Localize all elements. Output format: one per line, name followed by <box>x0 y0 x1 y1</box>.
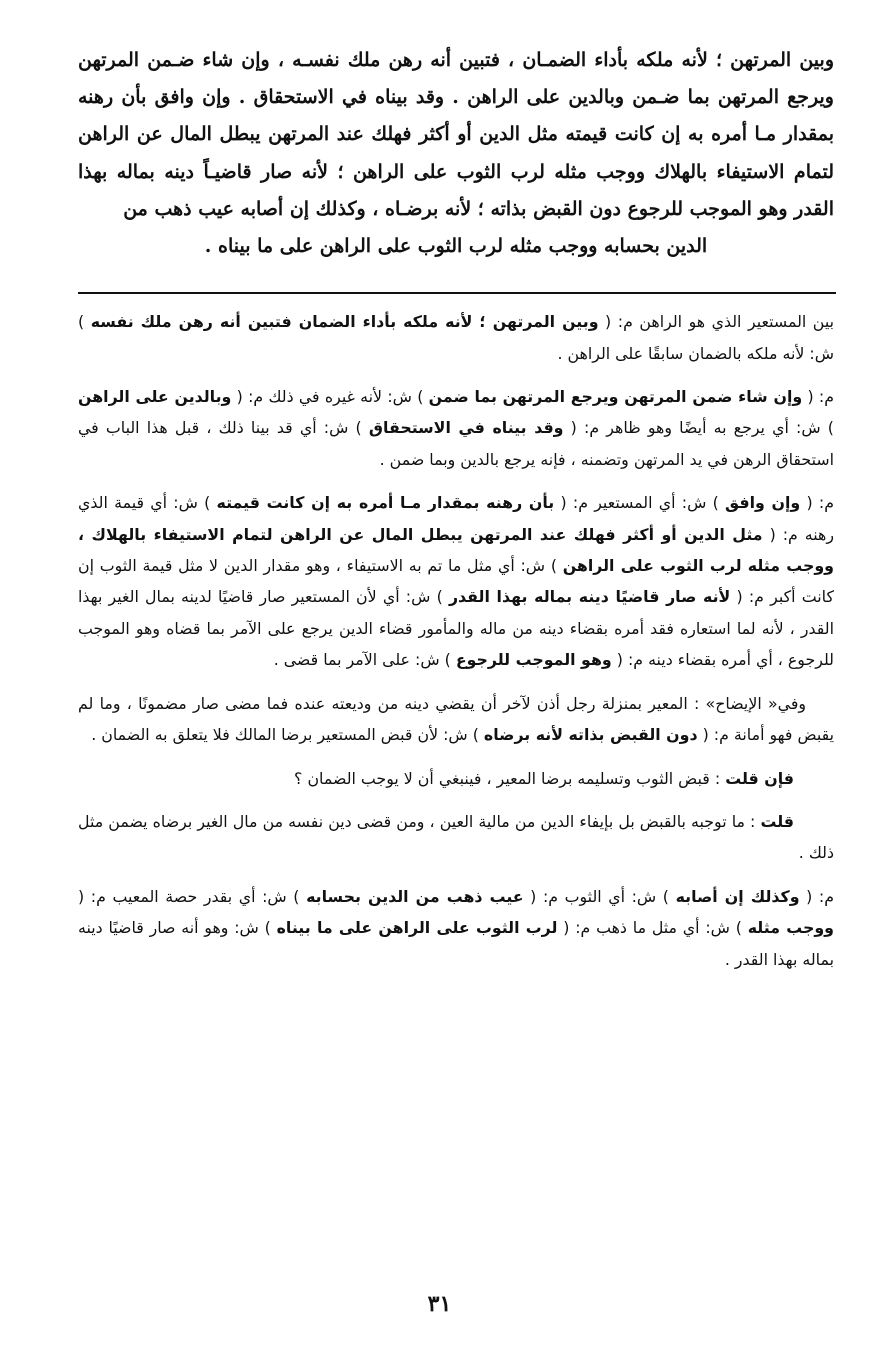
commentary-paragraph-5 <box>78 763 834 794</box>
main-text-last-line: الدين بحسابه ووجب مثله لرب الثوب على الراهن على ما بيناه . <box>204 235 708 258</box>
commentary-text: ) ش: أي قيمة الذي رهنه م: ( <box>78 493 834 544</box>
page-number: ٣١ <box>427 1291 452 1317</box>
answer-label: قلت <box>760 811 794 831</box>
commentary-text: ) ش: لأنه غيره في ذلك م: ( <box>231 387 429 407</box>
commentary-text: ) ش: لأن قبض المستعير برضا المالك فلا يتعلق به الضمان . <box>91 725 484 745</box>
quoted-matn: وإن وافق <box>725 493 801 513</box>
commentary-text: م: ( <box>799 886 834 906</box>
commentary-text: : قبض الثوب وتسليمه برضا المعير ، فينبغي أن لا يوجب الضمان ؟ <box>294 768 726 788</box>
commentary-text: ) ش: وهو أنه صار قاضيًا دينه بماله بهذا القدر . <box>78 918 834 969</box>
commentary-text: ) ش: أي المستعير م: ( <box>554 493 725 513</box>
commentary-text: ) ش: أي بقدر حصة المعيب م: ( <box>78 886 307 906</box>
commentary-text: ) ش: لأنه ملكه بالضمان سابقًا على الراهن . <box>78 312 834 363</box>
main-text <box>78 42 834 265</box>
quoted-matn: لأنه صار قاضيًا دينه بماله بهذا القدر <box>448 587 731 607</box>
commentary-text: ) ش: أي يرجع به أيضًا وهو ظاهر م: ( <box>563 418 834 438</box>
footnote-divider <box>78 292 836 294</box>
quoted-matn: بأن رهنه بمقدار مـا أمره به إن كانت قيمته <box>216 493 555 513</box>
commentary-text: ) ش: أي مثل ما تم به الاستيفاء ، وهو مقدار الدين لا مثل قيمة الثوب إن كانت أكبر م: ( <box>78 556 834 607</box>
quoted-matn: وهو الموجب للرجوع <box>455 650 612 670</box>
commentary-paragraph-3 <box>78 487 834 675</box>
commentary-text: : ما توجبه بالقبض بل بإيفاء الدين من مالية العين ، ومن قضى دين نفسه من مال الغير برضاه يضمن مثل ذلك . <box>78 811 834 863</box>
quoted-matn: عيب ذهب من الدين بحسابه <box>306 886 524 906</box>
commentary-text: م: ( <box>802 387 834 407</box>
question-label: فإن قلت <box>725 768 794 788</box>
commentary-text: ) ش: أي الثوب م: ( <box>523 886 676 906</box>
quoted-matn: وبين المرتهن ؛ لأنه ملكه بأداء الضمان فتبين أنه رهن ملك نفسه <box>90 312 599 332</box>
quoted-matn: وقد بيناه في الاستحقاق <box>368 418 564 438</box>
commentary-text: ) ش: على الآمر بما قضى . <box>273 650 456 670</box>
quoted-matn: وإن شاء ضمن المرتهن ويرجع المرتهن بما ضمن <box>428 387 803 407</box>
main-text-body: وبين المرتهن ؛ لأنه ملكه بأداء الضمـان ، فتبين أنه رهن ملك نفسـه ، وإن شاء ضـمن المرتهن ويرجع المرتهن بما ضـمن وبالدين على الراهن . وقد بيناه في الاستحقاق . وإن وافق بأن رهنه بمقدار مـا أمره به إن كانت قيمته مثل الدين أو أكثر فهلك عند المرتهن يبطل المال عن الراهن لتمام الاستيفاء بالهلاك ووجب مثله لرب الثوب على الراهن ؛ لأنه صار قاضيـاً دينه بماله بهذا القدر وهو الموجب للرجوع دون القبض بذاته ؛ لأنه برضـاه ، وكذلك إن أصابه عيب ذهب من <box>78 49 834 220</box>
commentary-paragraph-4 <box>78 688 834 751</box>
commentary-text: وفي« الإيضاح» : المعير بمنزلة رجل أذن لآخر أن يقضي دينه من وديعته عنده فما مضى صار مضمونًا ، وما لم يقبض فهو أمانة م: ( <box>78 693 834 745</box>
commentary-section <box>78 306 834 975</box>
quoted-matn: دون القبض بذاته لأنه برضاه <box>483 725 698 745</box>
commentary-text: ) ش: أي قد بينا ذلك ، قبل هذا الباب في استحقاق الرهن في يد المرتهن وتضمنه ، فإنه يرجع بالدين وبما ضمن . <box>78 418 834 469</box>
quoted-matn: ووجب مثله <box>747 918 834 938</box>
commentary-paragraph-1 <box>78 306 834 369</box>
quoted-matn: مثل الدين أو أكثر فهلك عند المرتهن يبطل المال عن الراهن لتمام الاستيفاء بالهلاك ، ووجب مثله لرب الثوب على الراهن <box>78 524 834 576</box>
commentary-text: م: ( <box>800 493 834 513</box>
book-page <box>78 42 834 987</box>
quoted-matn: لرب الثوب على الراهن على ما بيناه <box>276 918 558 938</box>
commentary-paragraph-2 <box>78 381 834 475</box>
quoted-matn: وكذلك إن أصابه <box>675 886 800 906</box>
commentary-text: ) ش: أي لأن المستعير صار قاضيًا لدينه بمال الغير بهذا القدر ، لأنه لما استعاره فقد أمره بقضاء دينه من ماله والمأمور قضاء الدين يرجع على الآمر بما قضاه وهو الموجب للرجوع ، أي أمره بقضاء دينه م: ( <box>78 587 834 670</box>
commentary-text: بين المستعير الذي هو الراهن م: ( <box>598 312 834 332</box>
commentary-paragraph-6 <box>78 806 834 869</box>
commentary-text: ) ش: أي مثل ما ذهب م: ( <box>557 918 748 938</box>
commentary-paragraph-7 <box>78 881 834 975</box>
quoted-matn: وبالدين على الراهن <box>78 387 232 407</box>
